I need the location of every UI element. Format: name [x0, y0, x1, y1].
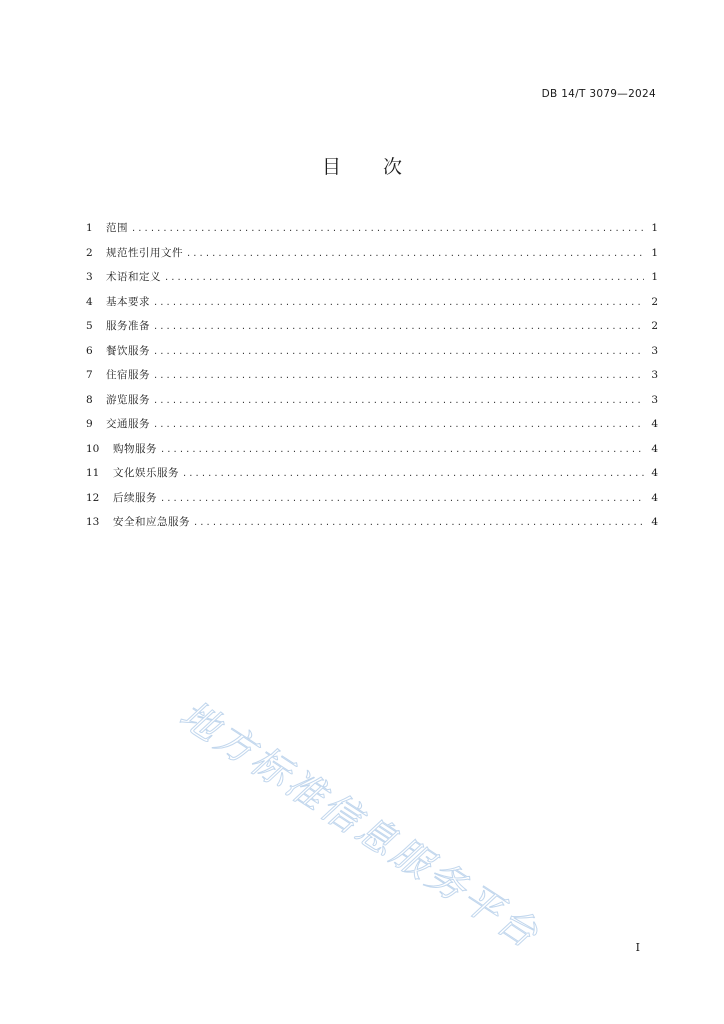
toc-entry-page: 4 — [651, 491, 658, 504]
toc-entry-number: 5 — [86, 320, 93, 332]
toc-entry-label: 服务准备 — [106, 320, 150, 332]
toc-entry-number: 3 — [86, 271, 93, 283]
toc-entry-number: 7 — [86, 369, 93, 381]
toc-entry-label: 游览服务 — [106, 393, 150, 406]
toc-leader-dots — [165, 269, 644, 287]
toc-entry-label: 餐饮服务 — [106, 344, 150, 357]
toc-entry[interactable] — [86, 244, 658, 269]
toc-entry[interactable] — [86, 391, 658, 416]
toc-entry-page: 1 — [651, 246, 658, 259]
toc-entry-label: 基本要求 — [106, 295, 150, 308]
toc-entry[interactable] — [86, 440, 658, 465]
document-code: DB 14/T 3079—2024 — [541, 88, 656, 100]
toc-leader-dots — [183, 465, 644, 483]
toc-entry-page: 4 — [651, 467, 658, 479]
toc-entry-label: 后续服务 — [113, 491, 157, 504]
toc-entry-number: 1 — [86, 222, 93, 234]
toc-entry-page: 4 — [651, 442, 658, 455]
toc-entry-page: 2 — [651, 320, 658, 332]
toc-entry-label: 交通服务 — [106, 418, 150, 430]
toc-leader-dots — [154, 318, 644, 336]
page-title — [0, 152, 724, 179]
title-char-2: 次 — [383, 156, 403, 178]
toc-entry-label: 文化娱乐服务 — [113, 467, 179, 479]
toc-entry[interactable] — [86, 293, 658, 318]
toc-entry-label: 术语和定义 — [106, 271, 161, 283]
toc-entry-label: 范围 — [106, 222, 128, 234]
toc-leader-dots — [187, 245, 644, 263]
watermark: 地方标准信息服务平台 — [172, 691, 549, 958]
toc-entry-page: 1 — [651, 271, 658, 283]
toc-entry[interactable] — [86, 464, 658, 489]
toc-entry-page: 1 — [651, 222, 658, 234]
toc-entry[interactable] — [86, 366, 658, 391]
toc-entry-number: 13 — [86, 516, 100, 528]
title-char-1: 目 — [321, 156, 341, 178]
toc-entry-page: 4 — [651, 516, 658, 528]
toc-entry-number: 6 — [86, 344, 93, 357]
toc-entry-number: 11 — [86, 467, 100, 479]
toc-leader-dots — [154, 343, 644, 361]
toc-entry-page: 3 — [651, 369, 658, 381]
toc-entry[interactable] — [86, 268, 658, 293]
toc-leader-dots — [161, 490, 644, 508]
table-of-contents — [86, 219, 658, 538]
toc-leader-dots — [154, 367, 644, 385]
toc-entry[interactable] — [86, 489, 658, 514]
toc-entry[interactable] — [86, 342, 658, 367]
toc-entry-label: 购物服务 — [113, 442, 157, 455]
toc-entry[interactable] — [86, 317, 658, 342]
toc-entry[interactable] — [86, 513, 658, 538]
toc-entry-number: 10 — [86, 442, 100, 455]
toc-entry-number: 12 — [86, 491, 100, 504]
toc-entry[interactable] — [86, 219, 658, 244]
toc-entry-page: 3 — [651, 344, 658, 357]
toc-entry-number: 8 — [86, 393, 93, 406]
toc-leader-dots — [132, 220, 644, 238]
toc-leader-dots — [154, 392, 644, 410]
toc-leader-dots — [194, 514, 644, 532]
toc-entry-number: 2 — [86, 246, 93, 259]
toc-entry-label: 规范性引用文件 — [106, 246, 183, 259]
toc-entry-number: 9 — [86, 418, 93, 430]
toc-leader-dots — [154, 294, 644, 312]
toc-leader-dots — [161, 441, 644, 459]
toc-leader-dots — [154, 416, 644, 434]
toc-entry-label: 安全和应急服务 — [113, 516, 190, 528]
toc-entry-label: 住宿服务 — [106, 369, 150, 381]
toc-entry-page: 3 — [651, 393, 658, 406]
toc-entry[interactable] — [86, 415, 658, 440]
toc-entry-page: 4 — [651, 418, 658, 430]
toc-entry-number: 4 — [86, 295, 93, 308]
page-number: I — [635, 941, 640, 954]
toc-entry-page: 2 — [651, 295, 658, 308]
